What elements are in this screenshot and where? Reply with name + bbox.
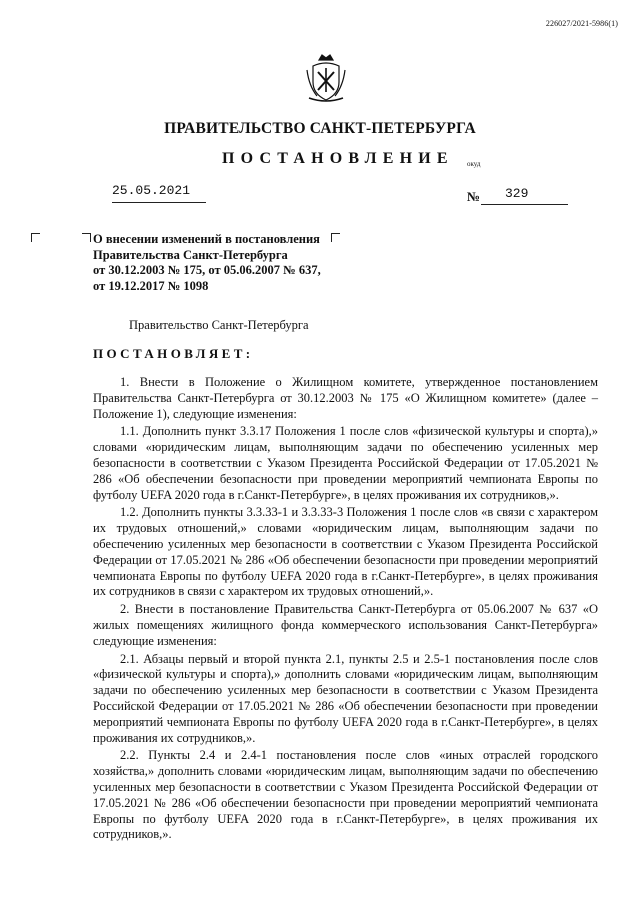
okud-label: окуд bbox=[467, 160, 481, 168]
corner-mark-left bbox=[31, 233, 40, 242]
paragraph-1-1: 1.1. Дополнить пункт 3.3.17 Положения 1 после слов «физической культуры и спорта),» словами «юридическим лицам, выполняющим задачи по обеспечению усиленных мер безопасности в соответствии с Указом Президента Российской Федерации от 17.05.2021 № 286 «Об обеспечении безопасности при проведении мероприятий чемпионата Европы по футболу UEFA 2020 года в г.Санкт-Петербурге», в целях проживания их сотрудников,». bbox=[93, 424, 598, 502]
issuing-body: Правительство Санкт-Петербурга bbox=[129, 318, 309, 332]
number-sign: № bbox=[467, 189, 481, 204]
subject-line: от 30.12.2003 № 175, от 05.06.2007 № 637, bbox=[93, 263, 321, 277]
document-body bbox=[93, 375, 598, 845]
date-underline bbox=[112, 202, 206, 203]
corner-mark-subject-left bbox=[82, 233, 91, 242]
number-underline bbox=[481, 204, 568, 205]
decree-heading: ПОСТАНОВЛЯЕТ: bbox=[93, 346, 254, 361]
paragraph-2-1: 2.1. Абзацы первый и второй пункта 2.1, пункты 2.5 и 2.5-1 постановления после слов «физической культуры и спорта),» дополнить словами «юридическим лицам, выполняющим задачи по обеспечению усиленных мер безопасности в соответствии с Указом Президента Российской Федерации от 17.05.2021 № 286 «Об обеспечении безопасности при проведении мероприятий чемпионата Европы по футболу UEFA 2020 года в г.Санкт-Петербурге», в целях проживания их сотрудников,». bbox=[93, 651, 598, 745]
paragraph-1: 1. Внести в Положение о Жилищном комитете, утвержденное постановлением Правительства Санкт-Петербурга от 30.12.2003 № 175 «О Жилищном комитете» (далее – Положение 1), следующие изменения: bbox=[93, 375, 598, 421]
subject-block bbox=[93, 232, 353, 294]
subject-line: Правительства Санкт-Петербурга bbox=[93, 247, 288, 262]
coat-of-arms-emblem bbox=[305, 52, 347, 104]
paragraph-2: 2. Внести в постановление Правительства Санкт-Петербурга от 05.06.2007 № 637 «О жилых помещениях жилищного фонда коммерческого использования Санкт-Петербурга» следующие изменения: bbox=[93, 602, 598, 648]
document-date: 25.05.2021 bbox=[112, 183, 191, 198]
government-title: ПРАВИТЕЛЬСТВО САНКТ-ПЕТЕРБУРГА bbox=[164, 120, 476, 137]
paragraph-2-2: 2.2. Пункты 2.4 и 2.4-1 постановления после слов «иных отраслей городского хозяйства,» дополнить словами «юридическим лицам, выполняющим задачи по обеспечению усиленных мер безопасности в соответствии с Указом Президента Российской Федерации от 17.05.2021 № 286 «Об обеспечении безопасности при проведении мероприятий чемпионата Европы по футболу UEFA 2020 года в г.Санкт-Петербурге», в целях проживания их сотрудников,». bbox=[93, 748, 598, 842]
subject-line: от 19.12.2017 № 1098 bbox=[93, 278, 209, 293]
document-code: 226027/2021-5986(1) bbox=[545, 19, 618, 28]
document-type-title: ПОСТАНОВЛЕНИЕ bbox=[222, 150, 454, 167]
paragraph-1-2: 1.2. Дополнить пункты 3.3.33-1 и 3.3.33-3 Положения 1 после слов «в связи с характером их трудовых отношений,» словами «юридическим лицам, выполняющим задачи по обеспечению усиленных мер безопасности в соответствии с Указом Президента Российской Федерации от 17.05.2021 № 286 «Об обеспечении безопасности при проведении мероприятий чемпионата Европы по футболу UEFA 2020 года в г.Санкт-Петербурге», в целях проживания их сотрудников в связи с характером их трудовых отношений,». bbox=[93, 505, 598, 599]
subject-line: О внесении изменений в постановления bbox=[93, 232, 320, 246]
document-number: 329 bbox=[505, 186, 529, 201]
